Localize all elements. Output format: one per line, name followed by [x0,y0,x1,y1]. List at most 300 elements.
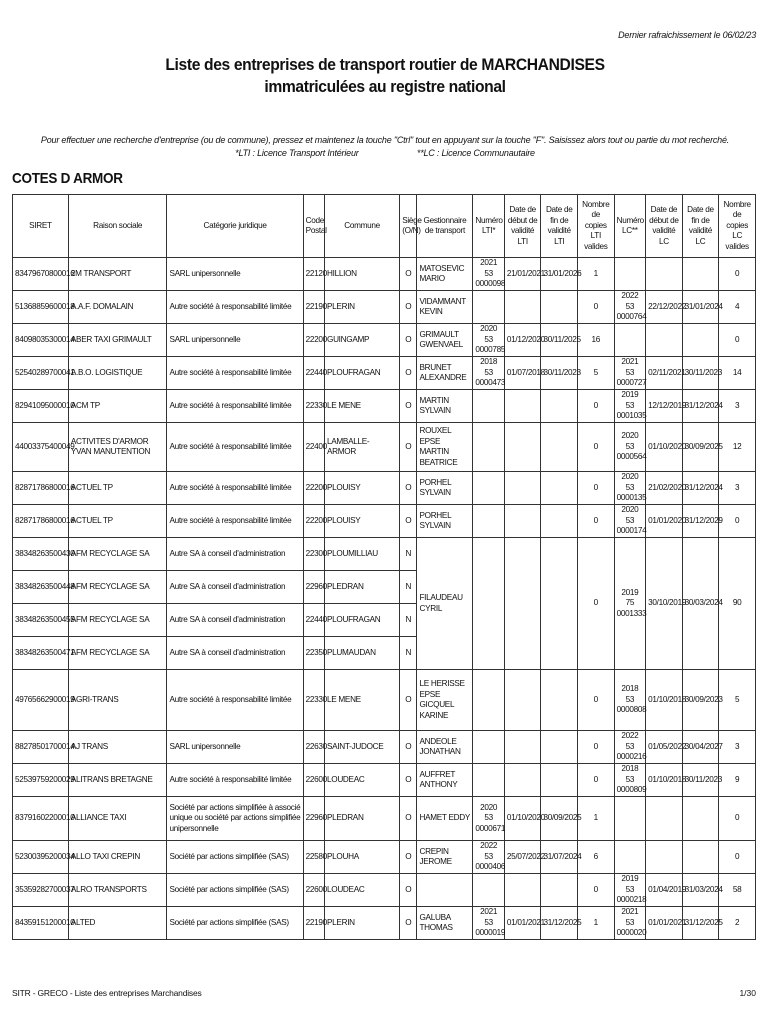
table-cell: Autre société à responsabilité limitée [167,291,303,324]
table-cell: 01/07/2018 [504,357,541,390]
table-cell: 0 [719,841,756,874]
table-cell [541,423,578,472]
table-cell: 22630 [303,731,324,764]
table-cell: 22330 [303,390,324,423]
table-cell: GRIMAULT GWENVAEL [417,324,473,357]
table-cell: ACTUEL TP [68,472,167,505]
table-row [13,505,756,538]
table-cell: 01/01/2020 [646,505,683,538]
table-cell: 22960 [303,797,324,841]
table-cell [614,324,646,357]
table-cell: ACM TP [68,390,167,423]
table-cell: 30/09/2025 [541,797,578,841]
table-cell: A.B.O. LOGISTIQUE [68,357,167,390]
table-cell: 84098035300014 [13,324,69,357]
table-cell [473,764,505,797]
table-cell: 01/10/2018 [646,670,683,731]
table-cell: 2021 53 0000019 [473,907,505,940]
column-header: Date de fin de validité LTI [541,195,578,258]
table-cell: 2018 53 0000808 [614,670,646,731]
table-cell: AGRI-TRANS [68,670,167,731]
table-cell: 4 [719,291,756,324]
table-cell: 30/03/2024 [682,538,719,670]
table-cell: O [400,423,417,472]
table-cell: 2 [719,907,756,940]
table-cell: ALITRANS BRETAGNE [68,764,167,797]
table-cell: 2019 75 0001333 [614,538,646,670]
table-cell: 83791602200010 [13,797,69,841]
table-cell: 0 [578,731,615,764]
department-heading: COTES D ARMOR [12,170,123,187]
table-cell: PLOUISY [325,505,400,538]
table-cell: 3 [719,390,756,423]
column-header: Date de fin de validité LC [682,195,719,258]
table-row [13,764,756,797]
table-cell: 31/07/2024 [541,841,578,874]
column-header: Nombre de copies LTI valides [578,195,615,258]
table-cell: 38348263500430 [13,538,69,571]
table-cell: Autre société à responsabilité limitée [167,472,303,505]
table-cell: Autre société à responsabilité limitée [167,390,303,423]
table-row [13,423,756,472]
table-cell: 0 [719,324,756,357]
table-cell: 83479670800016 [13,258,69,291]
table-cell: SARL unipersonnelle [167,258,303,291]
table-cell [541,390,578,423]
table-cell: O [400,258,417,291]
column-header: Siège (O/N) [400,195,417,258]
table-cell: 22600 [303,764,324,797]
table-cell: 22190 [303,907,324,940]
table-cell: FILAUDEAU CYRIL [417,538,473,670]
table-row [13,797,756,841]
table-cell [541,538,578,670]
column-header: Numéro LTI* [473,195,505,258]
table-cell: LOUDEAC [325,874,400,907]
table-cell: 3 [719,731,756,764]
table-cell [504,505,541,538]
column-header: Code Postal [303,195,324,258]
table-cell: PLEDRAN [325,797,400,841]
table-cell: PLOUISY [325,472,400,505]
table-cell: 12 [719,423,756,472]
table-cell: 31/12/2029 [682,505,719,538]
column-header: Nombre de copies LC valides [719,195,756,258]
table-cell: 2018 53 0000809 [614,764,646,797]
table-cell: 02/11/2021 [646,357,683,390]
table-cell: 31/01/2024 [682,291,719,324]
table-row [13,291,756,324]
table-cell [504,472,541,505]
table-cell: 31/12/2024 [682,472,719,505]
table-cell: N [400,604,417,637]
page-title-line1: Liste des entreprises de transport routier de MARCHANDISES [165,55,605,74]
table-row [13,907,756,940]
table-cell [473,538,505,670]
table-cell: 6 [578,841,615,874]
table-cell: 2021 53 0000098 [473,258,505,291]
table-cell: Autre société à responsabilité limitée [167,505,303,538]
table-cell: PLERIN [325,291,400,324]
table-cell: 2021 53 0000020 [614,907,646,940]
table-cell: 2020 53 0000671 [473,797,505,841]
table-cell: 3 [719,472,756,505]
table-cell: 2022 53 0000216 [614,731,646,764]
table-cell: 30/11/2023 [541,357,578,390]
table-cell: 30/11/2023 [682,357,719,390]
table-cell: 2020 53 0000135 [614,472,646,505]
table-row [13,258,756,291]
table-cell: 0 [578,505,615,538]
table-cell: 0 [578,874,615,907]
table-cell [614,258,646,291]
table-cell: 38348263500448 [13,571,69,604]
table-cell: AFM RECYCLAGE SA [68,538,167,571]
refresh-date: Dernier rafraichissement le 06/02/23 [618,30,756,40]
table-cell: O [400,907,417,940]
table-cell: Autre SA à conseil d'administration [167,604,303,637]
table-cell: SARL unipersonnelle [167,731,303,764]
table-cell: VIDAMMANT KEVIN [417,291,473,324]
table-cell [646,797,683,841]
table-cell [646,258,683,291]
table-cell: 22580 [303,841,324,874]
legend-lc: **LC : Licence Communautaire [416,148,535,158]
table-cell: 22200 [303,472,324,505]
table-cell: 1 [578,907,615,940]
table-cell: ALLIANCE TAXI [68,797,167,841]
table-cell: HILLION [325,258,400,291]
table-cell: HAMET EDDY [417,797,473,841]
table-cell: 31/12/2025 [541,907,578,940]
table-cell: 01/10/2020 [646,423,683,472]
table-cell: 84359151200010 [13,907,69,940]
table-cell [541,472,578,505]
table-cell: AFM RECYCLAGE SA [68,571,167,604]
table-cell: 82871786800016 [13,472,69,505]
table-cell: Autre société à responsabilité limitée [167,423,303,472]
table-cell: 22200 [303,505,324,538]
license-legend [0,147,770,160]
table-cell [504,731,541,764]
table-cell [682,258,719,291]
companies-table [12,194,756,940]
table-cell: 1 [578,258,615,291]
table-cell: MARTIN SYLVAIN [417,390,473,423]
table-row [13,324,756,357]
table-cell [473,390,505,423]
table-cell: 52539759200029 [13,764,69,797]
table-cell: GALUBA THOMAS [417,907,473,940]
table-cell: LE HERISSE EPSE GICQUEL KARINE [417,670,473,731]
table-cell: 0 [719,505,756,538]
column-header: Gestionnaire de transport [417,195,473,258]
table-cell: LOUDEAC [325,764,400,797]
table-cell: 52540289700041 [13,357,69,390]
table-cell: 2020 53 0000564 [614,423,646,472]
table-cell: 31/12/2025 [682,907,719,940]
table-cell [473,472,505,505]
table-cell: 21/01/2021 [504,258,541,291]
table-cell: AJ TRANS [68,731,167,764]
table-cell [541,731,578,764]
page-title [31,54,739,98]
column-header: Raison sociale [68,195,167,258]
table-cell: 2022 53 0000406 [473,841,505,874]
table-cell: 01/10/2020 [504,797,541,841]
table-cell [504,390,541,423]
table-cell: 0 [578,390,615,423]
table-cell: O [400,731,417,764]
table-cell: Société par actions simplifiée à associé unique ou société par actions simplifiée unipersonnelle [167,797,303,841]
table-cell [682,797,719,841]
table-cell: AFM RECYCLAGE SA [68,637,167,670]
table-cell [646,841,683,874]
table-row [13,390,756,423]
table-cell: 2020 53 0000785 [473,324,505,357]
table-header-row [13,195,756,258]
table-cell [504,874,541,907]
table-cell: 01/04/2019 [646,874,683,907]
table-cell: 22330 [303,670,324,731]
legend-lti: *LTI : Licence Transport Intérieur [235,148,359,158]
table-cell: 31/12/2024 [682,390,719,423]
table-cell: Autre SA à conseil d'administration [167,538,303,571]
table-cell: 22350 [303,637,324,670]
table-cell: 90 [719,538,756,670]
table-cell [504,291,541,324]
table-row [13,538,756,571]
table-cell: 0 [578,423,615,472]
table-cell: 31/01/2026 [541,258,578,291]
table-cell: 22600 [303,874,324,907]
table-cell: 01/05/2022 [646,731,683,764]
table-cell: 49765662900019 [13,670,69,731]
table-cell [473,670,505,731]
table-cell: 01/01/2021 [646,907,683,940]
table-cell: 2020 53 0000174 [614,505,646,538]
table-cell: O [400,764,417,797]
table-cell: N [400,538,417,571]
table-cell: 30/11/2025 [541,324,578,357]
table-cell [504,538,541,670]
table-cell: LAMBALLE-ARMOR [325,423,400,472]
table-cell: MATOSEVIC MARIO [417,258,473,291]
table-cell: 0 [719,258,756,291]
table-cell [646,324,683,357]
table-cell [504,423,541,472]
table-cell: 22960 [303,571,324,604]
table-cell: LE MENE [325,390,400,423]
table-cell: O [400,670,417,731]
table-cell: Société par actions simplifiée (SAS) [167,874,303,907]
table-cell: PLOUFRAGAN [325,357,400,390]
table-cell: LE MENE [325,670,400,731]
table-cell: 9 [719,764,756,797]
table-cell: SARL unipersonnelle [167,324,303,357]
table-cell: 44003375400049 [13,423,69,472]
table-cell [473,505,505,538]
column-header: SIRET [13,195,69,258]
table-cell: ALLO TAXI CREPIN [68,841,167,874]
table-cell: Société par actions simplifiée (SAS) [167,841,303,874]
table-cell: 22120 [303,258,324,291]
table-cell [417,874,473,907]
table-cell: 30/09/2023 [682,670,719,731]
table-cell: 51368859600018 [13,291,69,324]
table-cell: Société par actions simplifiée (SAS) [167,907,303,940]
table-cell [541,291,578,324]
table-cell: O [400,291,417,324]
table-cell: 25/07/2022 [504,841,541,874]
table-cell: SAINT-JUDOCE [325,731,400,764]
table-cell: 2019 53 0001035 [614,390,646,423]
table-cell: ABER TAXI GRIMAULT [68,324,167,357]
table-cell: 1 [578,797,615,841]
table-cell: PLEDRAN [325,571,400,604]
table-cell: ALRO TRANSPORTS [68,874,167,907]
table-cell: 5 [719,670,756,731]
table-cell: PLOUHA [325,841,400,874]
table-cell: 30/04/2027 [682,731,719,764]
table-cell: N [400,637,417,670]
table-cell: ACTIVITES D'ARMOR YVAN MANUTENTION [68,423,167,472]
table-row [13,731,756,764]
column-header: Numéro LC** [614,195,646,258]
table-cell: 30/09/2025 [682,423,719,472]
table-cell: 0 [578,538,615,670]
table-cell: 88278501700014 [13,731,69,764]
table-cell [541,874,578,907]
table-cell: AFM RECYCLAGE SA [68,604,167,637]
table-cell: 30/11/2023 [682,764,719,797]
table-cell: ALTED [68,907,167,940]
table-cell: 2021 53 0000727 [614,357,646,390]
table-cell: 82941095000010 [13,390,69,423]
table-row [13,670,756,731]
table-cell: 22400 [303,423,324,472]
table-cell: ANDEOLE JONATHAN [417,731,473,764]
table-cell: 14 [719,357,756,390]
table-row [13,472,756,505]
table-cell: 2022 53 0000764 [614,291,646,324]
table-cell: 30/10/2019 [646,538,683,670]
page-number: 1/30 [739,988,756,998]
table-cell: 01/01/2021 [504,907,541,940]
footer-source: SITR - GRECO - Liste des entreprises Marchandises [12,988,202,998]
column-header: Commune [325,195,400,258]
table-cell: O [400,874,417,907]
table-cell [473,874,505,907]
table-cell: 2019 53 0000218 [614,874,646,907]
table-cell: Autre SA à conseil d'administration [167,571,303,604]
table-cell: 52300395200034 [13,841,69,874]
table-cell: 22440 [303,357,324,390]
table-cell: PLERIN [325,907,400,940]
table-cell: O [400,324,417,357]
table-cell [682,841,719,874]
table-cell: 01/10/2018 [646,764,683,797]
table-cell [541,670,578,731]
table-cell [682,324,719,357]
table-cell: ACTUEL TP [68,505,167,538]
table-cell: 0 [719,797,756,841]
instructions [0,134,770,160]
table-cell: 0 [578,472,615,505]
table-cell: 31/03/2024 [682,874,719,907]
table-cell: PORHEL SYLVAIN [417,472,473,505]
table-cell: 38348263500455 [13,604,69,637]
table-cell [541,764,578,797]
search-instructions: Pour effectuer une recherche d'entreprise (ou de commune), pressez et maintenez la touche "Ctrl" tout en appuyant sur la touche "F". Saisissez alors tout ou partie du mot recherché. [40,135,730,145]
table-cell: O [400,505,417,538]
table-cell: O [400,472,417,505]
table-cell: 22440 [303,604,324,637]
table-cell: PORHEL SYLVAIN [417,505,473,538]
table-cell: 35359282700037 [13,874,69,907]
table-cell: 22/12/2022 [646,291,683,324]
table-cell [541,505,578,538]
table-cell: Autre société à responsabilité limitée [167,670,303,731]
table-cell: O [400,390,417,423]
table-cell: 2018 53 0000473 [473,357,505,390]
table-cell: 22190 [303,291,324,324]
table-cell: 82871786800016 [13,505,69,538]
table-cell: 0 [578,291,615,324]
column-header: Date de début de validité LTI [504,195,541,258]
table-cell [473,423,505,472]
table-cell: PLUMAUDAN [325,637,400,670]
table-cell: 38348263500471 [13,637,69,670]
table-cell: O [400,797,417,841]
table-cell [473,291,505,324]
table-cell [473,731,505,764]
column-header: Date de début de validité LC [646,195,683,258]
table-cell: N [400,571,417,604]
table-cell: O [400,357,417,390]
table-cell: 12/12/2019 [646,390,683,423]
table-cell: 58 [719,874,756,907]
table-cell: 22300 [303,538,324,571]
table-row [13,357,756,390]
table-cell: Autre société à responsabilité limitée [167,357,303,390]
table-cell: 5 [578,357,615,390]
table-row [13,841,756,874]
table-cell: 0 [578,764,615,797]
table-cell: 16 [578,324,615,357]
column-header: Catégorie juridique [167,195,303,258]
table-row [13,874,756,907]
table-cell: PLOUMILLIAU [325,538,400,571]
table-cell: 0 [578,670,615,731]
table-cell: BRUNET ALEXANDRE [417,357,473,390]
table-cell [614,797,646,841]
table-cell [614,841,646,874]
table-cell: Autre société à responsabilité limitée [167,764,303,797]
table-cell: 2M TRANSPORT [68,258,167,291]
table-cell: CREPIN JEROME [417,841,473,874]
table-cell: GUINGAMP [325,324,400,357]
table-cell: ROUXEL EPSE MARTIN BEATRICE [417,423,473,472]
page-title-line2: immatriculées au registre national [264,77,506,96]
table-cell: O [400,841,417,874]
table-cell: PLOUFRAGAN [325,604,400,637]
table-cell: AUFFRET ANTHONY [417,764,473,797]
table-body [13,258,756,940]
table-cell: A.A.F. DOMALAIN [68,291,167,324]
table-cell: 22200 [303,324,324,357]
table-cell: 01/12/2020 [504,324,541,357]
